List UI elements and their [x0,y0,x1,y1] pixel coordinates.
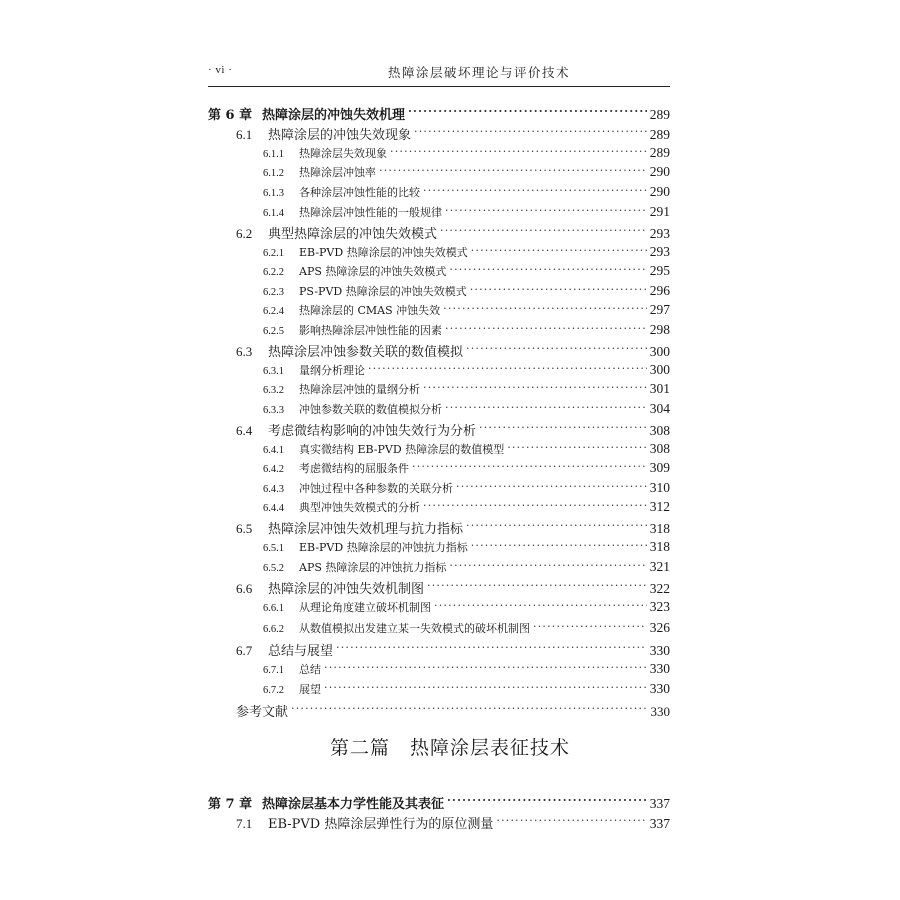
dot-leader [408,106,647,119]
dot-leader [449,560,646,571]
dot-leader [412,461,647,472]
dot-leader [445,402,647,413]
toc-section-6-3[interactable] [236,341,670,360]
toc-subsection-6-2-4[interactable] [263,302,670,318]
dot-leader [466,343,647,356]
section-number: 6.4 [236,423,253,438]
subsection-title: 影响热障涂层冲蚀性能的因素 [299,324,442,337]
toc-subsection-6-3-2[interactable] [263,381,670,397]
dot-leader [471,245,647,256]
toc-subsection-6-6-2[interactable] [263,620,670,636]
toc-section-6-6[interactable] [236,578,670,597]
toc-subsection-6-7-2[interactable] [263,681,670,697]
page-number: 300 [649,344,670,359]
subsection-number: 6.5.1 [263,543,284,554]
section-number: 6.2 [236,226,253,241]
dot-leader [390,146,647,157]
toc-subsection-6-2-3[interactable] [263,283,670,299]
toc-section-6-5[interactable] [236,518,670,537]
section-title: 热障涂层冲蚀参数关联的数值模拟 [268,345,464,360]
page-number: 318 [649,521,670,536]
subsection-number: 6.2.4 [263,306,284,317]
dot-leader [291,703,647,716]
toc-subsection-6-4-4[interactable] [263,499,670,515]
page-number: 322 [649,581,670,596]
subsection-title: 热障涂层冲蚀的量纲分析 [299,383,420,396]
dot-leader [423,185,647,196]
section-number: 6.3 [236,344,253,359]
subsection-number: 6.3.2 [263,385,284,396]
part-title: 热障涂层表征技术 [410,737,571,759]
toc-subsection-6-5-2[interactable] [263,559,670,575]
chapter-title: 热障涂层基本力学性能及其表征 [262,797,445,812]
subsection-number: 6.1.3 [263,188,284,199]
section-title: 热障涂层冲蚀失效机理与抗力指标 [268,522,464,537]
dot-leader [423,382,647,393]
dot-leader [445,205,647,216]
subsection-title: 展望 [299,683,321,696]
subsection-number: 6.5.2 [263,563,284,574]
subsection-title: 冲蚀参数关联的数值模拟分析 [299,403,442,416]
dot-leader [466,520,647,533]
dot-leader [443,303,647,314]
page-number: 295 [649,263,670,278]
header-book-title: 热障涂层破坏理论与评价技术 [388,65,571,80]
toc-chapter-7[interactable] [208,793,670,812]
subsection-title: 冲蚀过程中各种参数的关联分析 [299,482,453,495]
page-number: 291 [649,204,670,219]
toc-subsection-6-4-1[interactable] [263,441,670,457]
toc-subsection-6-1-2[interactable] [263,164,670,180]
section-number: 6.6 [236,581,253,596]
dot-leader [368,363,647,374]
dot-leader [479,422,647,435]
subsection-number: 6.1.1 [263,149,284,160]
toc-subsection-6-4-3[interactable] [263,480,670,496]
page-number: 318 [649,539,670,554]
section-title: 考虑微结构影响的冲蚀失效行为分析 [268,424,477,439]
subsection-title: 典型冲蚀失效模式的分析 [299,501,420,514]
dot-leader [414,126,647,139]
dot-leader [336,642,647,655]
subsection-title: 量纲分析理论 [299,364,365,377]
subsection-title: 热障涂层冲蚀性能的一般规律 [299,206,442,219]
page-number: 301 [649,381,670,396]
page-number: 289 [649,127,670,142]
toc-subsection-6-1-1[interactable] [263,145,670,161]
section-number: 7.1 [236,816,253,831]
toc-section-6-4[interactable] [236,420,670,439]
section-number: 6.1 [236,127,253,142]
subsection-number: 6.6.2 [263,624,284,635]
page-number: 304 [649,401,670,416]
page-number: 330 [650,704,670,719]
toc-subsection-6-3-1[interactable] [263,362,670,378]
toc-subsection-6-5-1[interactable] [263,539,670,555]
subsection-title: 真实微结构 EB-PVD 热障涂层的数值模型 [299,443,505,456]
page-number: 330 [649,661,670,676]
page-number: 289 [649,107,670,122]
subsection-title: 热障涂层失效现象 [299,147,387,160]
subsection-number: 6.2.1 [263,248,284,259]
page-number: 321 [649,559,670,574]
subsection-number: 6.4.3 [263,484,284,495]
subsection-title: 各种涂层冲蚀性能的比较 [299,186,420,199]
subsection-number: 6.2.5 [263,326,284,337]
subsection-title: 从数值模拟出发建立某一失效模式的破坏机制图 [299,622,530,635]
header-page-number: · vi · [208,64,233,76]
page-number: 323 [649,599,670,614]
running-header [208,64,670,87]
subsection-title: 考虑微结构的屈服条件 [299,462,409,475]
references-title: 参考文献 [236,705,289,720]
subsection-title: EB-PVD 热障涂层的冲蚀失效模式 [299,246,468,259]
page-number: 310 [649,480,670,495]
part-label: 第二篇 [329,737,390,759]
section-title: 热障涂层的冲蚀失效现象 [268,128,412,143]
page-number: 330 [649,643,670,658]
dot-leader [427,580,647,593]
toc-section-6-1[interactable] [236,124,670,143]
toc-chapter-6[interactable] [208,104,670,123]
page-number: 293 [649,226,670,241]
section-title: 典型热障涂层的冲蚀失效模式 [268,227,438,242]
subsection-title: 热障涂层冲蚀率 [299,166,376,179]
section-title: EB-PVD 热障涂层弹性行为的原位测量 [268,817,494,832]
toc-section-6-7[interactable] [236,640,670,659]
subsection-number: 6.6.1 [263,603,284,614]
dot-leader [456,481,647,492]
dot-leader [324,662,647,673]
toc-subsection-6-2-1[interactable] [263,244,670,260]
chapter-number: 第 7 章 [208,797,253,812]
page-number: 308 [649,423,670,438]
section-title: 总结与展望 [268,644,334,659]
subsection-title: 从理论角度建立破坏机制图 [299,601,431,614]
page-number: 297 [649,302,670,317]
dot-leader [324,682,647,693]
page-number: 312 [649,499,670,514]
toc-section-7-1[interactable] [236,813,670,832]
dot-leader [449,264,646,275]
subsection-number: 6.4.4 [263,503,284,514]
toc-subsection-6-1-4[interactable] [263,204,670,220]
page-number: 330 [649,681,670,696]
subsection-number: 6.3.1 [263,366,284,377]
subsection-number: 6.1.2 [263,168,284,179]
dot-leader [533,621,647,632]
chapter-title: 热障涂层的冲蚀失效机理 [262,108,406,123]
subsection-title: 总结 [299,663,321,676]
chapter-number: 第 6 章 [208,108,253,123]
subsection-title: APS 热障涂层的冲蚀失效模式 [299,265,447,278]
dot-leader [445,323,647,334]
dot-leader [447,795,647,808]
section-title: 热障涂层的冲蚀失效机制图 [268,582,425,597]
toc-subsection-6-2-2[interactable] [263,263,670,279]
page-number: 290 [649,164,670,179]
page-number: 293 [649,244,670,259]
toc-subsection-6-1-3[interactable] [263,184,670,200]
dot-leader [423,500,647,511]
toc-subsection-6-4-2[interactable] [263,460,670,476]
page-number: 300 [649,362,670,377]
subsection-number: 6.7.2 [263,685,284,696]
toc-references[interactable] [236,701,670,720]
page-number: 289 [649,145,670,160]
subsection-number: 6.1.4 [263,208,284,219]
section-number: 6.7 [236,643,253,658]
toc-subsection-6-3-3[interactable] [263,401,670,417]
subsection-title: 热障涂层的 CMAS 冲蚀失效 [299,304,441,317]
toc-section-6-2[interactable] [236,223,670,242]
dot-leader [434,600,647,611]
subsection-number: 6.4.1 [263,445,284,456]
subsection-number: 6.2.2 [263,267,284,278]
dot-leader [496,815,646,828]
subsection-number: 6.7.1 [263,665,284,676]
part-heading [0,733,900,760]
dot-leader [470,284,647,295]
subsection-number: 6.2.3 [263,287,284,298]
subsection-title: EB-PVD 热障涂层的冲蚀抗力指标 [299,541,468,554]
page-number: 337 [649,816,670,831]
subsection-title: PS-PVD 热障涂层的冲蚀失效模式 [299,285,467,298]
dot-leader [379,165,647,176]
page-number: 298 [649,322,670,337]
toc-subsection-6-6-1[interactable] [263,599,670,615]
subsection-title: APS 热障涂层的冲蚀抗力指标 [299,561,447,574]
page-number: 296 [649,283,670,298]
dot-leader [440,225,647,238]
dot-leader [507,442,647,453]
toc-subsection-6-2-5[interactable] [263,322,670,338]
subsection-number: 6.3.3 [263,405,284,416]
page-number: 309 [649,460,670,475]
subsection-number: 6.4.2 [263,464,284,475]
section-number: 6.5 [236,521,253,536]
toc-subsection-6-7-1[interactable] [263,661,670,677]
page-number: 337 [649,796,670,811]
page-number: 308 [649,441,670,456]
page-number: 290 [649,184,670,199]
page-number: 326 [649,620,670,635]
dot-leader [471,540,647,551]
